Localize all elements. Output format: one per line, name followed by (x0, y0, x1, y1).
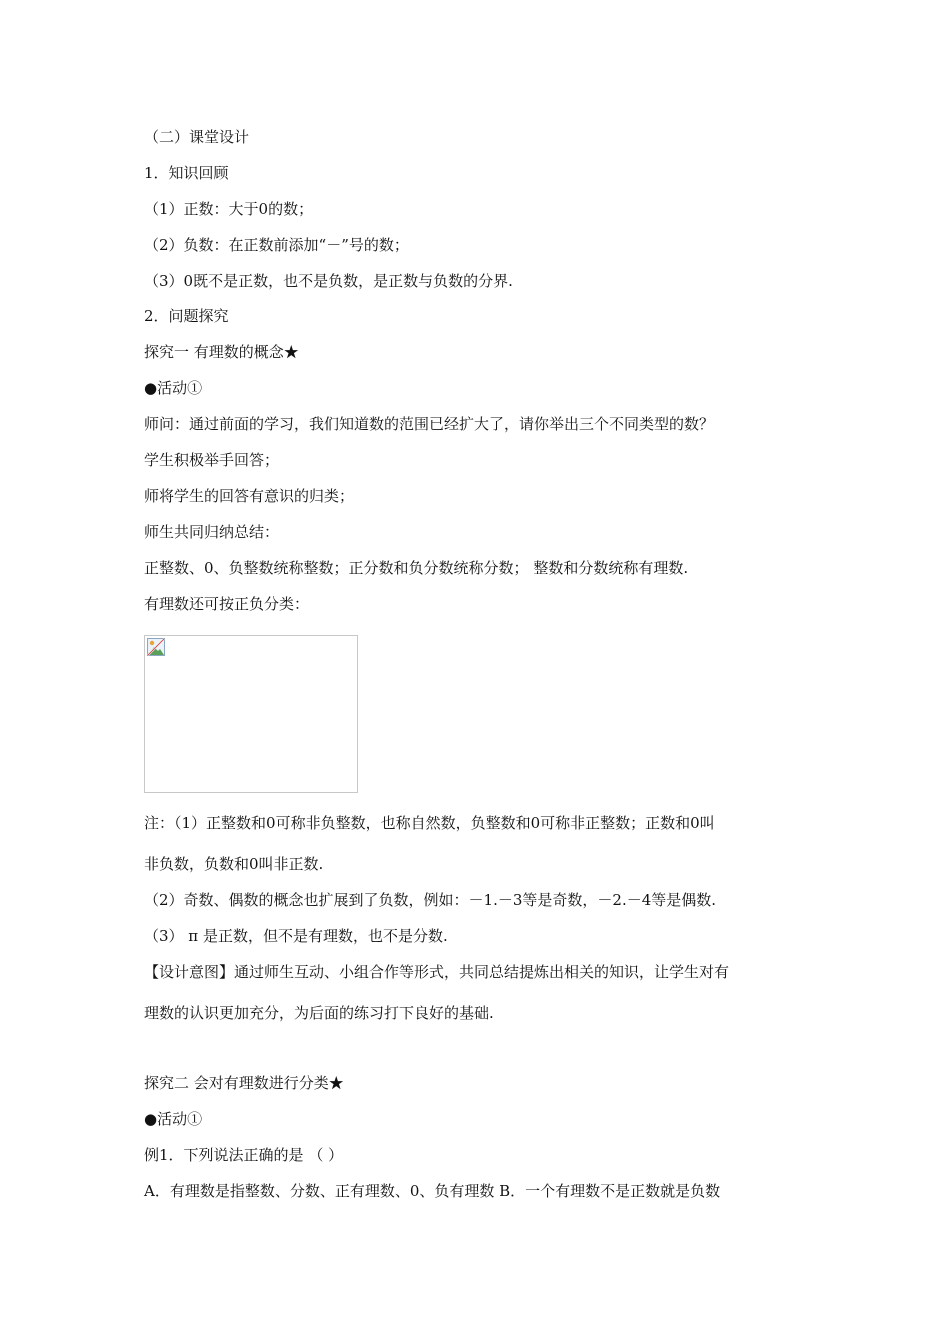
design-intent-line: 理数的认识更加充分，为后面的练习打下良好的基础. (144, 1004, 494, 1022)
note-line: 注：（1）正整数和0可称非负整数，也称自然数，负整数和0可称非正整数；正数和0叫 (144, 814, 715, 832)
activity-label: ●活动① (144, 1110, 203, 1128)
text-line: （1）正数：大于0的数； (144, 200, 314, 218)
text-line: （2）负数：在正数前添加“－”号的数； (144, 236, 409, 254)
note-line: （3） π 是正数，但不是有理数，也不是分数. (144, 927, 448, 945)
text-line: 学生积极举手回答； (144, 451, 280, 469)
note-line: （2）奇数、偶数的概念也扩展到了负数，例如：－1.－3等是奇数，－2.－4等是偶数. (144, 891, 717, 909)
example-question: 例1．下列说法正确的是 （ ） (144, 1146, 344, 1164)
design-intent-line: 【设计意图】通过师生互动、小组合作等形式，共同总结提炼出相关的知识，让学生对有 (144, 963, 730, 981)
note-line: 非负数，负数和0叫非正数. (144, 855, 324, 873)
section-heading: （二）课堂设计 (144, 128, 250, 146)
exploration-heading: 探究一 有理数的概念★ (144, 343, 299, 361)
text-line: 师生共同归纳总结： (144, 523, 280, 541)
classification-image-placeholder (144, 635, 358, 793)
text-line: 师问：通过前面的学习，我们知道数的范围已经扩大了，请你举出三个不同类型的数？ (144, 415, 715, 433)
text-line: （3）0既不是正数，也不是负数，是正数与负数的分界. (144, 272, 513, 290)
text-line: 正整数、0、负整数统称整数；正分数和负分数统称分数； 整数和分数统称有理数. (144, 559, 689, 577)
example-options: A．有理数是指整数、分数、正有理数、0、负有理数 B．一个有理数不是正数就是负数 (144, 1182, 721, 1200)
activity-label: ●活动① (144, 379, 203, 397)
exploration-heading: 探究二 会对有理数进行分类★ (144, 1074, 344, 1092)
broken-image-icon (147, 638, 165, 656)
text-line: 师将学生的回答有意识的归类； (144, 487, 355, 505)
text-line: 有理数还可按正负分类： (144, 595, 310, 613)
subsection-heading: 2．问题探究 (144, 307, 229, 325)
subsection-heading: 1．知识回顾 (144, 164, 229, 182)
